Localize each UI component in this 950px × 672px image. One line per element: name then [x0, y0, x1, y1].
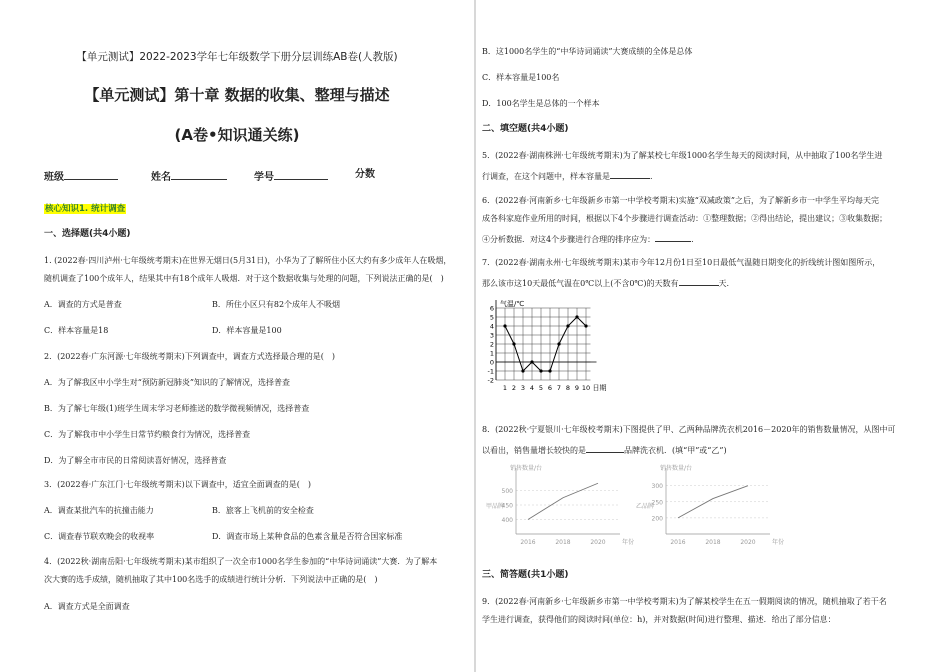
y-tick-label: 300: [651, 483, 663, 491]
temperature-line-chart: [482, 294, 632, 404]
sales-series-line: [678, 486, 748, 518]
q6-line3: ④分析数据．对这4个步骤进行合理的排序应为： .: [482, 231, 694, 245]
temperature-point: [584, 324, 587, 327]
brand-yi-sales-chart: [632, 462, 784, 550]
section-fill-heading: 二、填空题(共4小题): [482, 124, 569, 134]
x-tick-label: 2020: [590, 539, 606, 546]
q4-option-a[interactable]: A．调查方式是全面调查: [44, 602, 130, 611]
y-tick-label: 500: [501, 488, 513, 495]
q7-line2: 那么该市这10天最低气温在0℃以上(不含0℃)的天数有 天.: [482, 275, 729, 289]
q2-option-b[interactable]: B．为了解七年级(1)班学生周末学习老师推送的数学微视频情况，选择普查: [44, 404, 310, 413]
y-tick-label: 200: [651, 515, 663, 523]
y-tick-label: 1: [489, 349, 494, 358]
x-tick-label: 8: [565, 384, 571, 392]
id-field[interactable]: [254, 169, 328, 183]
q5-line1: 5．(2022春·湖南株洲·七年级统考期末)为了解某校七年级1000名学生每天的阅读时间，从中抽取了100名学生进: [482, 151, 883, 160]
name-field[interactable]: [151, 169, 227, 183]
x-tick-label: 9: [574, 384, 580, 392]
y-tick-label: 5: [489, 313, 494, 322]
y-tick-label: 3: [489, 331, 494, 340]
q2-option-c[interactable]: C．为了解我市中小学生日常节约粮食行为情况，选择普查: [44, 430, 251, 439]
q9-line2: 学生进行调查，获得他们的阅读时间(单位：h)，并对数据(时间)进行整理、描述．给出了部分信息：: [482, 615, 836, 624]
q4-option-b[interactable]: B．这1000名学生的“中华诗词诵读”大赛成绩的全体是总体: [482, 47, 693, 56]
temperature-point: [521, 369, 524, 372]
q1-stem-line1: 1. (2022春·四川泸州·七年级统考期末)在世界无烟日(5月31日)，小华为了了解所住小区大约有多少成年人在吸烟，: [44, 256, 452, 265]
x-tick-label: 3: [520, 384, 526, 392]
y-axis-label: 销售数量/台: [660, 465, 693, 472]
q3-option-c[interactable]: C．调查春节联欢晚会的收视率: [44, 532, 155, 541]
x-tick-label: 2016: [520, 539, 536, 546]
q9-line1: 9．(2022春·河南新乡·七年级新乡市第一中学校考期末)为了解某校学生在五一假期阅读的情况，随机抽取了若干名: [482, 597, 887, 606]
y-tick-label: -2: [487, 376, 494, 385]
section-choice-heading: 一、选择题(共4小题): [44, 229, 131, 239]
q1-option-c[interactable]: C．样本容量是18: [44, 326, 109, 335]
q5-line2: 行调查，在这个问题中，样本容量是 .: [482, 168, 653, 182]
y-tick-label: -1: [487, 367, 494, 376]
y-tick-label: 400: [501, 517, 513, 524]
q4-option-d[interactable]: D．100名学生是总体的一个样本: [482, 99, 600, 108]
q2-option-a[interactable]: A．为了解我区中小学生对“预防新冠肺炎”知识的了解情况，选择普查: [44, 378, 290, 387]
x-tick-label: 7: [556, 384, 562, 392]
y-axis-label: 气温/℃: [500, 300, 525, 308]
q3-option-b[interactable]: B．旅客上飞机前的安全检查: [212, 506, 314, 515]
q4-option-c[interactable]: C．样本容量是100名: [482, 73, 560, 82]
page-subtitle: (A卷•知识通关练): [174, 126, 300, 144]
q8-line1: 8．(2022秋·宁夏银川·七年级校考期末)下图提供了甲、乙两种品牌洗衣机2016－2020年的销售数量情况，从图中可: [482, 425, 896, 434]
y-tick-label: 0: [489, 358, 494, 367]
class-field[interactable]: [44, 169, 118, 183]
x-tick-label: 2016: [670, 539, 686, 546]
q1-option-a[interactable]: A．调查的方式是普查: [44, 300, 122, 309]
q6-line1: 6．(2022春·河南新乡·七年级新乡市第一中学校考期末)实施“双减政策”之后，为了解新乡市一中学生平均每天完: [482, 196, 879, 205]
temperature-point: [575, 315, 578, 318]
temperature-point: [566, 324, 569, 327]
q2-stem: 2．(2022春·广东河源·七年级统考期末)下列调查中，调查方式选择最合理的是( ): [44, 352, 336, 361]
series-name-label: 甲品牌: [486, 502, 505, 510]
y-tick-label: 450: [501, 502, 513, 510]
left-page: [0, 0, 474, 672]
q4-stem-line1: 4．(2022秋·湖南岳阳·七年级统考期末)某市组织了一次全市1000名学生参加的“中华诗词诵读”大赛．为了解本: [44, 557, 438, 566]
y-tick-label: 2: [489, 340, 494, 349]
q2-option-d[interactable]: D．为了解全市市民的日常阅读喜好情况，选择普查: [44, 456, 227, 465]
right-page: [476, 0, 950, 672]
y-tick-label: 4: [489, 322, 494, 331]
x-tick-label: 6: [547, 384, 553, 392]
q3-option-d[interactable]: D．调查市场上某种食品的色素含量是否符合国家标准: [212, 532, 403, 541]
q6-line2: 成各科家庭作业所用的时间，根据以下4个步骤进行调查活动：①整理数据；②得出结论，提出建议；③收集数据；: [482, 214, 888, 223]
q3-stem: 3．(2022春·广东江门·七年级统考期末)以下调查中，适宜全面调查的是( ): [44, 480, 312, 489]
x-axis-label: 日期: [592, 384, 607, 392]
temperature-point: [539, 369, 542, 372]
class-blank[interactable]: [64, 169, 118, 180]
q1-option-d[interactable]: D．样本容量是100: [212, 326, 282, 335]
temperature-point: [557, 342, 560, 345]
temperature-point: [530, 360, 533, 363]
x-tick-label: 2020: [740, 539, 756, 546]
x-tick-label: 2018: [705, 539, 721, 546]
y-axis-label: 销售数量/台: [510, 465, 543, 472]
temperature-point: [512, 342, 515, 345]
x-tick-label: 2018: [555, 539, 571, 546]
id-label: 学号: [254, 172, 274, 183]
name-label: 姓名: [151, 172, 171, 183]
x-tick-label: 5: [538, 384, 544, 392]
x-tick-label: 2: [511, 384, 517, 392]
score-label: 分数: [355, 169, 375, 180]
brand-jia-sales-chart: [482, 462, 634, 550]
x-axis-label: 年份: [772, 539, 784, 546]
series-name-label: 乙品牌: [636, 502, 655, 510]
core-knowledge-1: 核心知识1. 统计调查: [45, 204, 126, 214]
x-axis-label: 年份: [622, 539, 634, 546]
q7-answer-blank[interactable]: [679, 275, 719, 286]
q6-answer-blank[interactable]: [655, 231, 691, 242]
id-blank[interactable]: [274, 169, 328, 180]
temperature-point: [548, 369, 551, 372]
section-answer-heading: 三、简答题(共1小题): [482, 570, 569, 580]
y-tick-label: 6: [489, 304, 494, 313]
q4-stem-line2: 次大赛的选手成绩，随机抽取了其中100名选手的成绩进行统计分析．下列说法中正确的是( ): [44, 575, 378, 584]
q1-option-b[interactable]: B．所住小区只有82个成年人不吸烟: [212, 300, 341, 309]
q5-answer-blank[interactable]: [610, 168, 650, 179]
q8-answer-blank[interactable]: [586, 442, 624, 453]
q3-option-a[interactable]: A．调查某批汽车的抗撞击能力: [44, 506, 154, 515]
document-header: 【单元测试】2022-2023学年七年级数学下册分层训练AB卷(人教版): [76, 51, 398, 63]
q1-stem-line2: 随机调查了100个成年人，结果其中有18个成年人吸烟．对于这个数据收集与处理的问题，下列说法正确的是( ): [44, 274, 444, 283]
name-blank[interactable]: [171, 169, 227, 180]
temperature-point: [503, 324, 506, 327]
x-tick-label: 4: [529, 384, 535, 392]
x-tick-label: 1: [502, 384, 508, 392]
y-tick-label: 250: [651, 499, 663, 507]
x-tick-label: 10: [581, 384, 591, 392]
q7-line1: 7．(2022春·湖南永州·七年级统考期末)某市今年12月份1日至10日最低气温随日期变化的折线统计图如图所示，: [482, 258, 881, 267]
sales-series-line: [528, 483, 598, 519]
page-title: 【单元测试】第十章 数据的收集、整理与描述: [84, 86, 390, 104]
class-label: 班级: [44, 172, 64, 183]
q8-line2: 以看出，销售量增长较快的是 品牌洗衣机．(填“甲”或“乙”): [482, 442, 727, 456]
